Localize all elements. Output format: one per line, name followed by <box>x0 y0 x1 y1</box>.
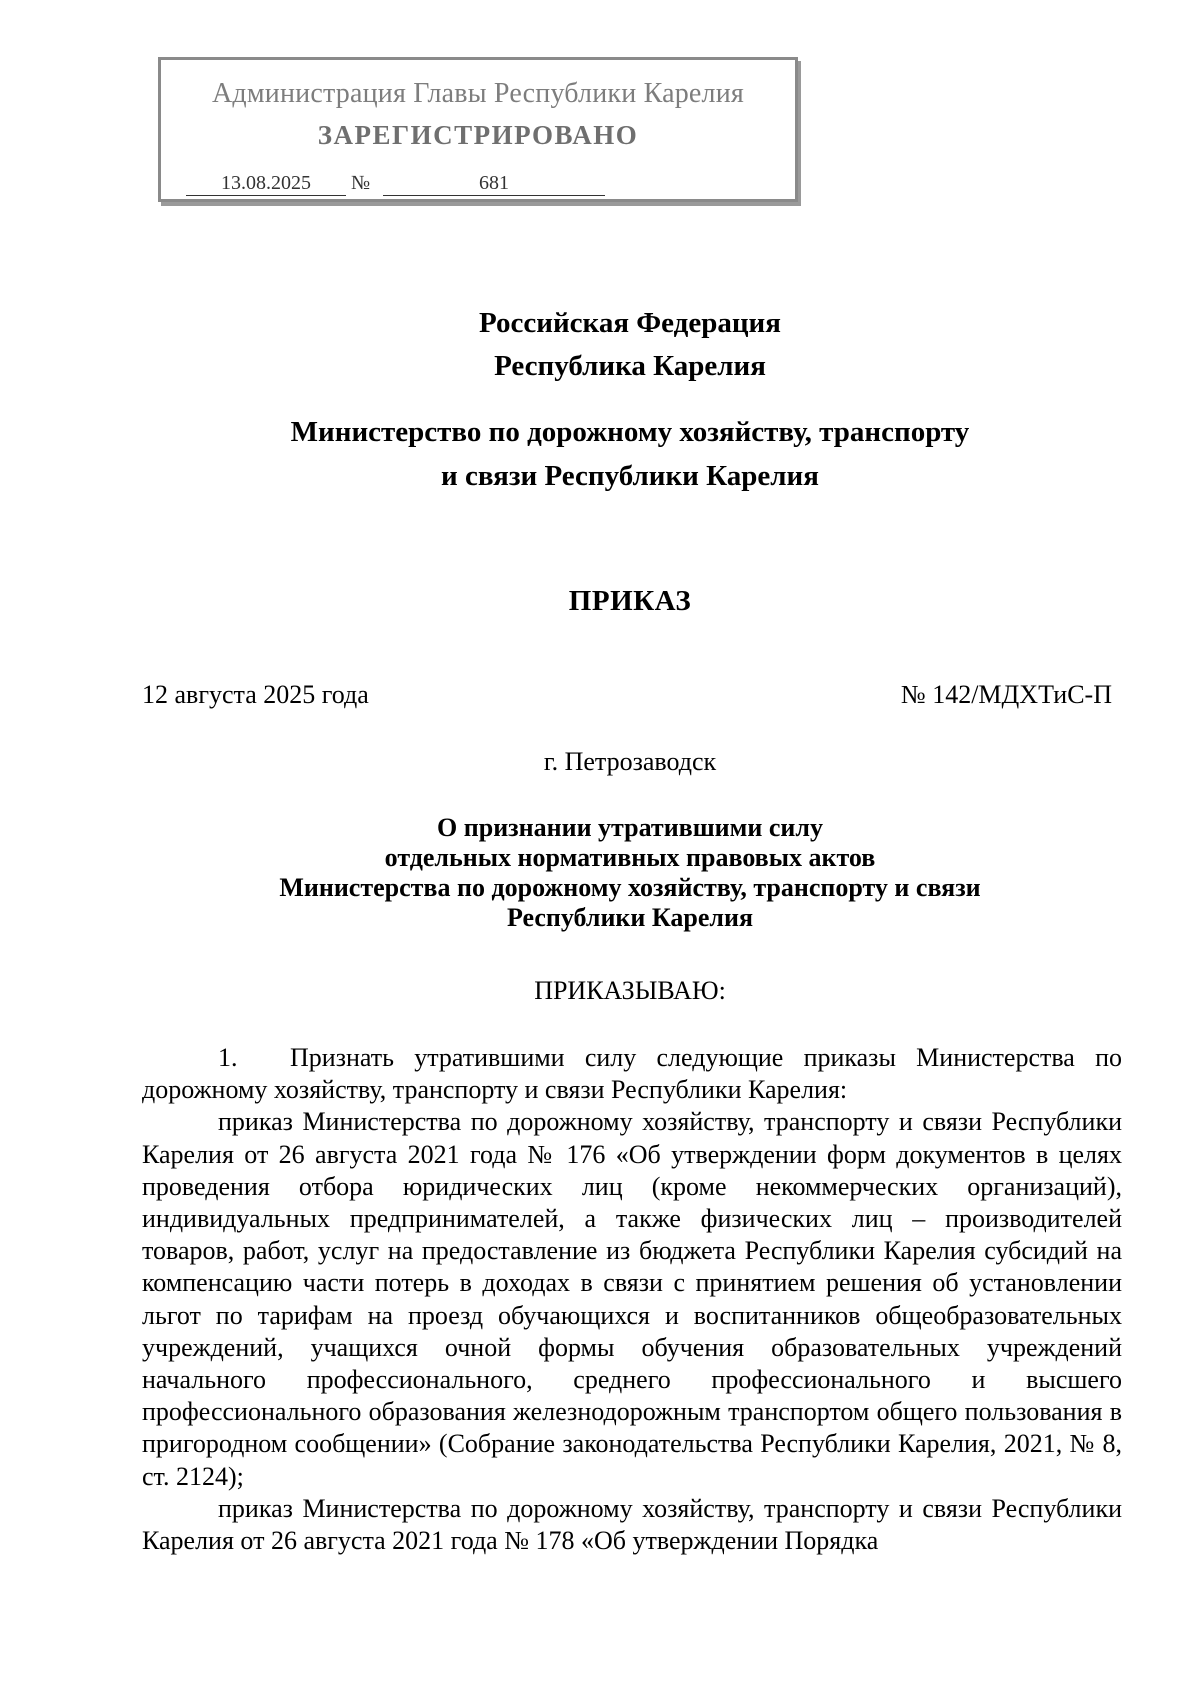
stamp-number: 681 <box>383 172 605 196</box>
body-paragraph-1: приказ Министерства по дорожному хозяйству, транспорту и связи Республики Карелия от 26 августа 2021 года № 176 «Об утверждении форм документов в целях проведения отбора юридических лиц (кроме некоммерческих организаций), индивидуальных предпринимателей, а также физических лиц – производителей товаров, работ, услуг на предоставление из бюджета Республики Карелия субсидий на компенсацию части потерь в доходах в связи с принятием решения об установлении льгот по тарифам на проезд обучающихся и воспитанников общеобразовательных учреждений, учащихся очной формы обучения образовательных учреждений начального профессионального, среднего профессионального и высшего профессионального образования железнодорожным транспортом общего пользования в пригородном сообщении» (Собрание законодательства Республики Карелия, 2021, № 8, ст. 2124); <box>142 1107 1122 1491</box>
subject-line: отдельных нормативных правовых актов <box>384 843 876 872</box>
document-number: № 142/МДХТиС-П <box>900 680 1112 709</box>
header-republic: Республика Карелия <box>494 350 766 382</box>
document-city: г. Петрозаводск <box>543 747 717 776</box>
subject-line: Министерства по дорожному хозяйству, транспорту и связи <box>279 873 981 902</box>
item-1 <box>142 1042 1122 1106</box>
header-ministry-line2: и связи Республики Карелия <box>441 460 819 492</box>
body-paragraph-2: приказ Министерства по дорожному хозяйству, транспорту и связи Республики Карелия от 26 августа 2021 года № 178 «Об утверждении Порядка <box>142 1493 1122 1556</box>
item-number: 1. <box>218 1043 238 1072</box>
order-word: ПРИКАЗЫВАЮ: <box>534 976 726 1005</box>
registration-stamp <box>158 57 798 202</box>
header-country: Российская Федерация <box>479 307 781 339</box>
stamp-number-label: № <box>351 172 371 194</box>
document-date: 12 августа 2025 года <box>142 680 369 709</box>
item-text: Признать утратившими силу следующие приказы Министерства по дорожному хозяйству, транспорту и связи Республики Карелия: <box>142 1043 1122 1105</box>
subject-line: Республики Карелия <box>506 903 754 932</box>
header-ministry-line1: Министерство по дорожному хозяйству, транспорту <box>290 416 970 448</box>
document-body <box>142 1042 1122 1557</box>
stamp-date: 13.08.2025 <box>186 172 346 196</box>
subject-line: О признании утратившими силу <box>437 813 823 842</box>
document-type: ПРИКАЗ <box>568 585 692 617</box>
stamp-title: Администрация Главы Республики Карелия <box>212 78 744 109</box>
stamp-status: ЗАРЕГИСТРИРОВАНО <box>317 120 639 150</box>
document-subject <box>0 813 1200 933</box>
